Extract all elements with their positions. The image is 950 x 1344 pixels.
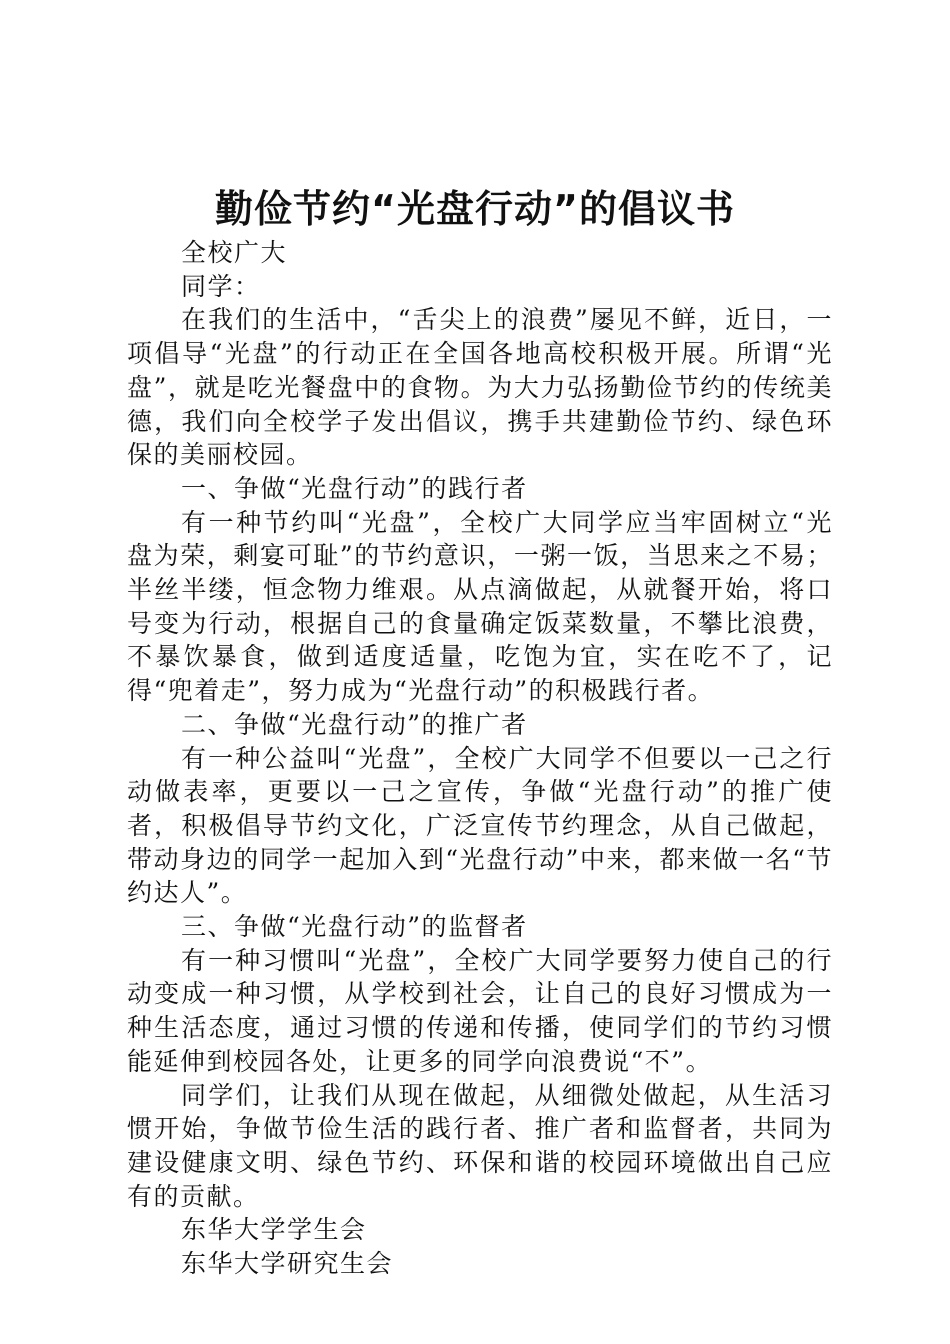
document-title: 勤俭节约“光盘行动”的倡议书 [215, 187, 735, 231]
section-2-heading: 二、争做“光盘行动”的推广者 [181, 709, 528, 739]
signature-student-union: 东华大学学生会 [181, 1215, 367, 1245]
salutation-line-1: 全校广大 [181, 238, 288, 267]
section-3-paragraph: 有一种习惯叫“光盘”，全校广大同学要努力使自己的行动变成一种习惯，从学校到社会，让自己的良好习惯成为一种生活态度，通过习惯的传递和传播，使同学们的节约习惯能延伸到校园各处，让更多的同学向浪费说“不”。 [127, 945, 833, 1076]
section-3-heading: 三、争做“光盘行动”的监督者 [181, 912, 528, 942]
section-1-heading: 一、争做“光盘行动”的践行者 [181, 473, 528, 503]
section-1-paragraph: 有一种节约叫“光盘”，全校广大同学应当牢固树立“光盘为荣，剩宴可耻”的节约意识，一粥一饭，当思来之不易；半丝半缕，恒念物力维艰。从点滴做起，从就餐开始，将口号变为行动，根据自己的食量确定饭菜数量，不攀比浪费，不暴饮暴食，做到适度适量，吃饱为宜，实在吃不了，记得“兜着走”，努力成为“光盘行动”的积极践行者。 [127, 507, 833, 706]
closing-paragraph: 同学们，让我们从现在做起，从细微处做起，从生活习惯开始，争做节俭生活的践行者、推广者和监督者，共同为建设健康文明、绿色节约、环保和谐的校园环境做出自己应有的贡献。 [127, 1080, 833, 1211]
salutation-line-2: 同学： [181, 271, 261, 301]
intro-paragraph: 在我们的生活中，“舌尖上的浪费”屡见不鲜，近日，一项倡导“光盘”的行动正在全国各地高校积极开展。所谓“光盘”，就是吃光餐盘中的食物。为大力弘扬勤俭节约的传统美德，我们向全校学子发出倡议，携手共建勤俭节约、绿色环保的美丽校园。 [127, 305, 833, 470]
document-body [127, 236, 833, 1281]
section-2-paragraph: 有一种公益叫“光盘”，全校广大同学不但要以一己之行动做表率，更要以一己之宣传，争做“光盘行动”的推广使者，积极倡导节约文化，广泛宣传节约理念，从自己做起，带动身边的同学一起加入到“光盘行动”中来，都来做一名“节约达人”。 [127, 743, 833, 908]
signature-graduate-union: 东华大学研究生会 [181, 1249, 394, 1279]
